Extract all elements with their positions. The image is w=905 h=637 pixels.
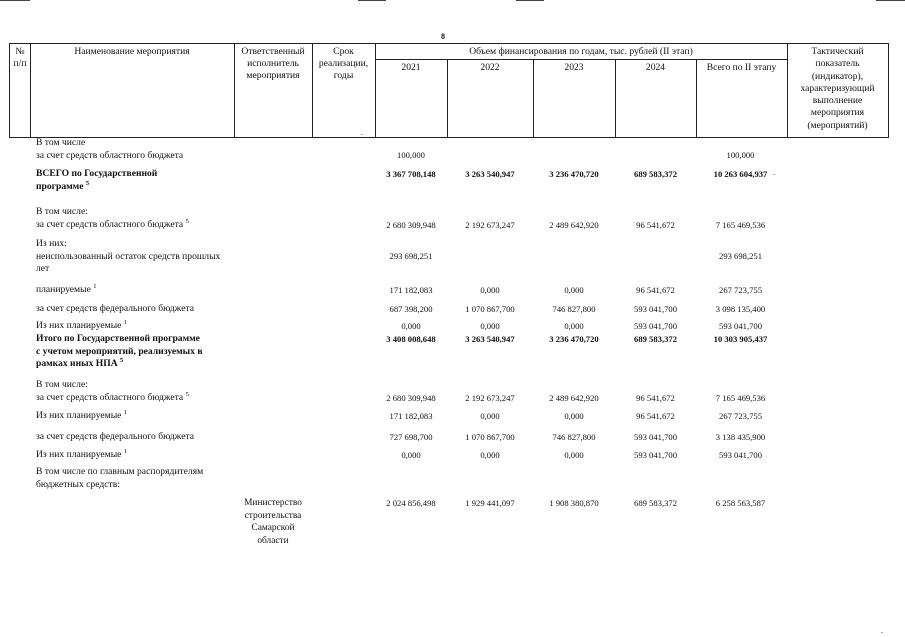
- cell-total: 3 098 135,400: [715, 304, 766, 314]
- volume-header-divider: [375, 59, 787, 60]
- cell-2024: 96 541,672: [636, 220, 675, 230]
- cell-2021: 0,000: [401, 450, 421, 460]
- cell-2021: 3 367 708,148: [386, 169, 436, 179]
- cell-total: 593 041,700: [719, 450, 762, 460]
- stray-dot: .: [881, 626, 883, 635]
- cell-total: 10 303 905,437: [713, 334, 768, 344]
- header-year-2023: 2023: [564, 62, 584, 73]
- cell-2021: 3 408 008,648: [386, 334, 436, 344]
- top-edge-line-mid-right: [516, 0, 544, 1]
- cell-2022: 0,000: [480, 285, 500, 295]
- header-num: № п/п: [13, 46, 27, 69]
- footnote-mark: 1: [123, 409, 128, 416]
- cell-2023: 2 489 642,920: [549, 393, 599, 403]
- row-label: ВСЕГО по Государственной программе $^5$: [36, 168, 158, 192]
- header-volume: Объем финансирования по годам, тыс. рублей (II этап): [469, 46, 693, 57]
- cell-2022: 1 929 441,097: [465, 498, 515, 508]
- footnote-mark: 1: [93, 283, 97, 290]
- cell-2023: 3 236 470,720: [549, 169, 599, 179]
- cell-total: 267 723,755: [719, 411, 762, 421]
- page-number: 8: [441, 32, 445, 41]
- cell-total: 3 138 435,900: [715, 432, 766, 442]
- cell-total: 7 165 469,536: [715, 220, 766, 230]
- cell-total: 7 165 469,536: [715, 393, 766, 403]
- table-header: [9, 43, 889, 138]
- cell-total: 100,000: [726, 150, 755, 160]
- cell-2022: 2 192 673,247: [465, 393, 515, 403]
- cell-2022: 1 070 867,700: [465, 432, 515, 442]
- cell-2023: 746 827,800: [552, 432, 596, 442]
- row-label: Из них: неиспользованный остаток средств прошлых лет: [36, 238, 221, 274]
- cell-2021: 293 698,251: [389, 251, 433, 261]
- header-year-2021: 2021: [401, 62, 421, 73]
- cell-2024: 96 541,672: [636, 285, 675, 295]
- row-label: Из них планируемые $^1$: [36, 448, 128, 460]
- row-label: В том числе: за счет средств областного бюджета $^5$: [36, 379, 189, 403]
- row-label: Из них планируемые $^1$: [36, 409, 128, 421]
- row-label: планируемые $^1$: [36, 283, 97, 295]
- cell-2022: 0,000: [480, 321, 500, 331]
- cell-2021: 2 680 309,948: [386, 393, 436, 403]
- footnote-mark: 1: [123, 448, 128, 455]
- row-label: Из них планируемые $^1$: [36, 319, 128, 331]
- cell-2024: 593 041,700: [634, 450, 677, 460]
- cell-2021: 727 698,700: [389, 432, 433, 442]
- cell-total: 6 258 563,587: [715, 498, 766, 508]
- cell-2024: 689 583,372: [634, 334, 677, 344]
- cell-2024: 689 583,372: [634, 498, 677, 508]
- cell-2021: 171 182,083: [389, 285, 433, 295]
- stray-dot: .: [361, 128, 363, 137]
- cell-2022: 3 263 540,947: [465, 169, 515, 179]
- row-label: В том числе за счет средств областного бюджета: [36, 137, 184, 161]
- footnote-mark: 1: [123, 319, 128, 326]
- cell-2022: 3 263 540,947: [465, 334, 515, 344]
- top-edge-line-mid-left: [358, 0, 386, 1]
- cell-total: 593 041,700: [719, 321, 762, 331]
- cell-2024: 689 583,372: [634, 169, 677, 179]
- cell-2023: 2 489 642,920: [549, 220, 599, 230]
- cell-total: 267 723,755: [719, 285, 762, 295]
- cell-2022: 0,000: [480, 411, 500, 421]
- header-responsible: Ответственный исполнитель мероприятия: [241, 46, 305, 81]
- header-name: Наименование мероприятия: [74, 46, 190, 57]
- cell-2023: 0,000: [564, 321, 584, 331]
- cell-2024: 96 541,672: [636, 393, 675, 403]
- cell-2021: 687 398,200: [389, 304, 433, 314]
- row-label: В том числе: за счет средств областного бюджета $^5$: [36, 206, 189, 230]
- footnote-mark: 5: [85, 179, 90, 187]
- cell-2023: 3 236 470,720: [549, 334, 599, 344]
- row-label: за счет средств федерального бюджета: [36, 431, 195, 442]
- cell-2022: 0,000: [480, 450, 500, 460]
- cell-2024: 593 041,700: [634, 304, 677, 314]
- cell-2022: 1 070 867,700: [465, 304, 515, 314]
- cell-2021: 0,000: [401, 321, 421, 331]
- cell-2023: 0,000: [564, 285, 584, 295]
- header-total: Всего по II этапу: [706, 62, 777, 73]
- cell-2021: 100,000: [397, 150, 425, 160]
- header-term: Срок реализации, годы: [318, 46, 369, 81]
- cell-total: 293 698,251: [719, 251, 762, 261]
- cell-2023: 746 827,800: [552, 304, 596, 314]
- header-tactical: Тактический показатель (индикатор), характеризующий выполнение мероприятия (мероприятий): [800, 46, 875, 131]
- row-label: за счет средств федерального бюджета: [36, 303, 195, 314]
- cell-2024: 96 541,672: [636, 411, 675, 421]
- cell-2024: 593 041,700: [634, 432, 677, 442]
- cell-2021: 2 680 309,948: [386, 220, 436, 230]
- top-edge-line-right: [876, 0, 905, 1]
- cell-2024: 593 041,700: [634, 321, 677, 331]
- stray-dot: .: [773, 168, 775, 177]
- header-year-2024: 2024: [645, 62, 666, 73]
- cell-2023: 1 908 380,870: [549, 498, 599, 508]
- cell-2021: 171 182,083: [389, 411, 433, 421]
- cell-2021: 2 024 856,498: [386, 498, 436, 508]
- row-label: В том числе по главным распорядителям бюджетных средств:: [36, 466, 204, 490]
- cell-2022: 2 192 673,247: [465, 220, 515, 230]
- header-year-2022: 2022: [480, 62, 500, 73]
- footnote-mark: 5: [185, 217, 189, 225]
- row-label: Итого по Государственной программе с учетом мероприятий, реализуемых в рамках иных НПА $^5$: [36, 333, 203, 369]
- cell-2023: 0,000: [564, 411, 584, 421]
- cell-total: 10 263 604,937: [713, 169, 768, 179]
- cell-2023: 0,000: [564, 450, 584, 460]
- ministry-name: Министерство строительства Самарской области: [244, 498, 302, 546]
- top-edge-line-left: [0, 0, 30, 1]
- footnote-mark: 5: [185, 390, 189, 398]
- footnote-mark: 5: [120, 357, 124, 364]
